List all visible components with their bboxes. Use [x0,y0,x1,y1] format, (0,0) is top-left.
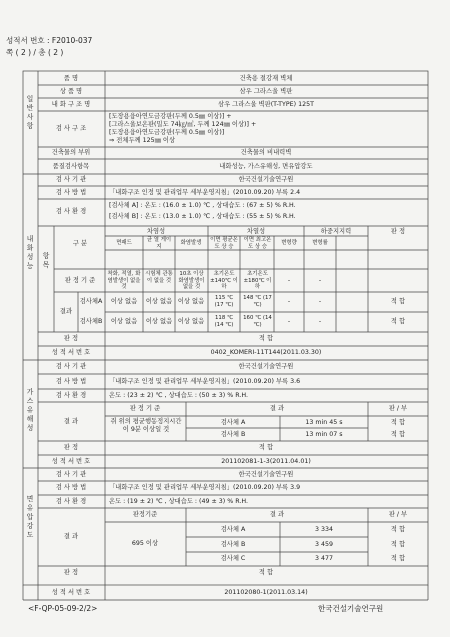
col-cotton-pad: 면패드 [116,240,132,246]
gas-criteria-header: 판 정 기 준 [129,405,161,412]
row-label-trade-name: 상 품 명 [59,88,83,95]
result-b-deflection: - [287,318,291,325]
row-label-test-structure: 검 사 구 조 [55,125,87,132]
test-structure-line-4: ⇒ 전체두께 125㎜ 이상 [109,137,176,144]
result-b-judge: 적 합 [390,318,406,325]
strength-row-a-name: 검사체 A [220,526,246,533]
strength-org-value: 한국건설기술연구원 [238,471,294,478]
test-structure-line-3: [도장용융아연도금강판(두께 0.5㎜ 이상)] [109,129,225,136]
result-a-deflection-rate: - [318,298,322,305]
strength-env-value: 온도 : (19 ± 2) ℃ , 상대습도 : (49 ± 3) % R.H. [109,498,249,505]
gas-org-value: 한국건설기술연구원 [238,363,294,370]
gas-method-value: 「내화구조 인정 및 관리업무 세부운영지침」(2010.09.20) 부록 3.6 [109,378,301,385]
result-a-flame: 이상 없음 [177,298,205,305]
gas-result-label: 결 과 [63,418,79,425]
result-a-deflection: - [287,298,291,305]
strength-row-c-value: 3 477 [314,555,334,562]
section-label-strength: 면유압강도 [26,495,34,539]
fire-method-label: 검 사 방 법 [55,189,87,196]
strength-criteria-header: 판정기준 [132,511,158,518]
form-code: <F-QP-05-09-2/2> [28,604,98,613]
fire-deform-header: 하중지지력 [320,228,352,235]
section-label-general: 일반사항 [26,95,34,130]
section-label-gas: 가스유해성 [26,388,34,432]
fire-chayeol-header: 차열성 [246,228,266,235]
page-indicator: 쪽 ( 2 ) / 총 ( 2 ) [6,48,64,57]
result-b-avg-temp: 118 ℃ (14 ℃) [214,315,234,328]
result-a-max-temp: 148 ℃ (17 ℃) [243,295,272,308]
fire-final-label: 판 정 [63,335,79,342]
fire-item-label: 항목 [42,252,50,269]
structure-name-value: 삼우 그라스울 벽판(T-TYPE) 125T [218,101,314,108]
product-value: 건축용 절강재 벽체 [239,75,293,82]
strength-method-value: 「내화구조 인정 및 관리업무 세부운영지침」(2010.09.20) 부록 3.9 [109,484,301,491]
col-deflection-rate: 변형률 [312,240,328,246]
report-number: 성적서 번호 : F2010-037 [6,36,93,45]
result-a-avg-temp: 115 ℃ (17 ℃) [214,295,234,308]
gas-row-a-value: 13 min 45 s [305,419,343,426]
strength-env-label: 검 사 환 경 [55,498,87,505]
criteria-cotton-pad: 착화, 적열, 화염발생이 없을 것 [107,271,141,290]
strength-row-b-name: 검사체 B [220,541,246,548]
strength-org-label: 검 사 기 관 [55,471,87,478]
quality-items-value: 내화성능, 가스유해성, 면유압강도 [219,163,313,170]
gas-row-b-judge: 적 합 [390,431,406,438]
strength-method-label: 검 사 방 법 [55,484,87,491]
gas-row-b-value: 13 min 07 s [305,431,343,438]
gas-org-label: 검 사 기 관 [55,363,87,370]
strength-report-label: 성 적 서 번 호 [51,589,91,596]
result-b-cotton: 이상 없음 [110,318,138,325]
row-label-structure-name: 내 화 구 조 명 [51,101,91,108]
gas-criteria-value: 쥐 위의 평균행동정지시간이 9분 이상일 것 [110,418,182,433]
gas-result-header: 결 과 [269,405,285,412]
strength-criteria-value: 695 이상 [131,540,159,547]
fire-env-b: [검사체 B] : 온도 : (13.0 ± 1.0) ℃ , 상대습도 : (55 ± 5) % R.H. [109,213,296,220]
gas-judge-header: 판 / 부 [388,405,408,412]
gas-row-a-name: 검사체 A [220,419,246,426]
gas-row-b-name: 검사체 B [220,431,246,438]
strength-row-c-judge: 적 합 [390,555,406,562]
criteria-deflection-rate: - [318,277,322,284]
strength-result-label: 결 과 [63,533,79,540]
result-b-max-temp: 160 ℃ (14 ℃) [243,315,272,328]
gas-report-label: 성 적 서 번 호 [51,458,91,465]
fire-final-value: 적 합 [258,335,274,342]
criteria-max-temp: 초기온도 ±180℃ 이하 [243,271,272,290]
gas-env-label: 검 사 환 경 [55,392,87,399]
fire-org-label: 검 사 기 관 [55,176,87,183]
fire-result-label: 결과 [59,308,73,315]
fire-env-a: [검사체 A] : 온도 : (16.0 ± 1.0) ℃ , 상대습도 : (67 ± 5) % R.H. [109,202,296,209]
fire-method-value: 「내화구조 인정 및 관리업무 세부운영지침」(2010.09.20) 부록 2.4 [109,189,301,196]
criteria-flame: 10초 이상 화염발생이 없을 것 [178,271,205,290]
fire-chayeom-header: 차염성 [146,228,166,235]
strength-row-c-name: 검사체 C [220,555,246,562]
fire-report-value: 0402_KOMERI-11T144(2011.03.30) [210,349,322,356]
fire-org-value: 한국건설기술연구원 [238,176,294,183]
result-a-gap: 이상 없음 [145,298,173,305]
fire-gubun-label: 구 분 [72,240,88,247]
gas-env-value: 온도 : (23 ± 2) ℃ , 상대습도 : (50 ± 3) % R.H. [109,392,249,399]
fire-env-label: 검 사 환 경 [55,208,87,215]
strength-result-header: 결 과 [269,511,285,518]
fire-criteria-label: 판 정 기 준 [64,277,96,284]
result-b-gap: 이상 없음 [145,318,173,325]
strength-final-label: 판 정 [63,569,79,576]
col-gap-gauge: 균 열 게이지 [146,237,172,250]
strength-row-a-judge: 적 합 [390,526,406,533]
strength-judge-header: 판 / 부 [388,511,408,518]
result-b-flame: 이상 없음 [177,318,205,325]
test-structure-line-1: [도장용융아연도금강판(두께 0.5㎜ 이상)] + [109,113,232,120]
row-label-quality-items: 품질검사항목 [52,163,90,170]
fire-report-label: 성 적 서 번 호 [51,349,91,356]
result-a-cotton: 이상 없음 [110,298,138,305]
building-part-value: 건축물의 비내력벽 [240,149,292,156]
col-avg-temp: 이면 평균온도 상 승 [210,237,238,250]
gas-final-label: 판 정 [63,444,79,451]
criteria-deflection: - [287,277,291,284]
result-b-name: 검사체B [79,318,103,325]
criteria-gap-gauge: 시험체 관통이 없을 것 [145,271,173,284]
strength-final-value: 적 합 [258,569,274,576]
gas-method-label: 검 사 방 법 [55,378,87,385]
fire-judge-header: 판 정 [390,228,406,235]
strength-row-a-value: 3 334 [314,526,334,533]
test-structure-line-2: [그라스울보온판(밀도 74㎏/㎥, 두께 124㎜ 이상)] + [109,121,257,128]
row-label-product: 품 명 [63,75,79,82]
col-max-temp: 이면 최고온도 상 승 [243,237,272,250]
section-label-fire: 내화성능 [26,235,34,270]
strength-row-b-judge: 적 합 [390,541,406,548]
criteria-avg-temp: 초기온도 ±140℃ 이하 [210,271,238,290]
gas-report-value: 201102081-1-3(2011.04.01) [221,458,311,465]
result-a-name: 검사체A [79,298,103,305]
result-a-judge: 적 합 [390,298,406,305]
strength-row-b-value: 3 459 [314,541,334,548]
gas-final-value: 적 합 [258,444,274,451]
result-b-deflection-rate: - [318,318,322,325]
trade-name-value: 삼우 그라스울 벽판 [239,88,293,95]
col-flame: 화염발생 [180,240,202,246]
footer-org: 한국건설기술연구원 [318,604,384,613]
gas-row-a-judge: 적 합 [390,419,406,426]
strength-report-value: 201102080-1(2011.03.14) [224,589,308,596]
col-deflection: 변형량 [281,240,297,246]
row-label-building-part: 건축물의 부위 [51,149,91,156]
